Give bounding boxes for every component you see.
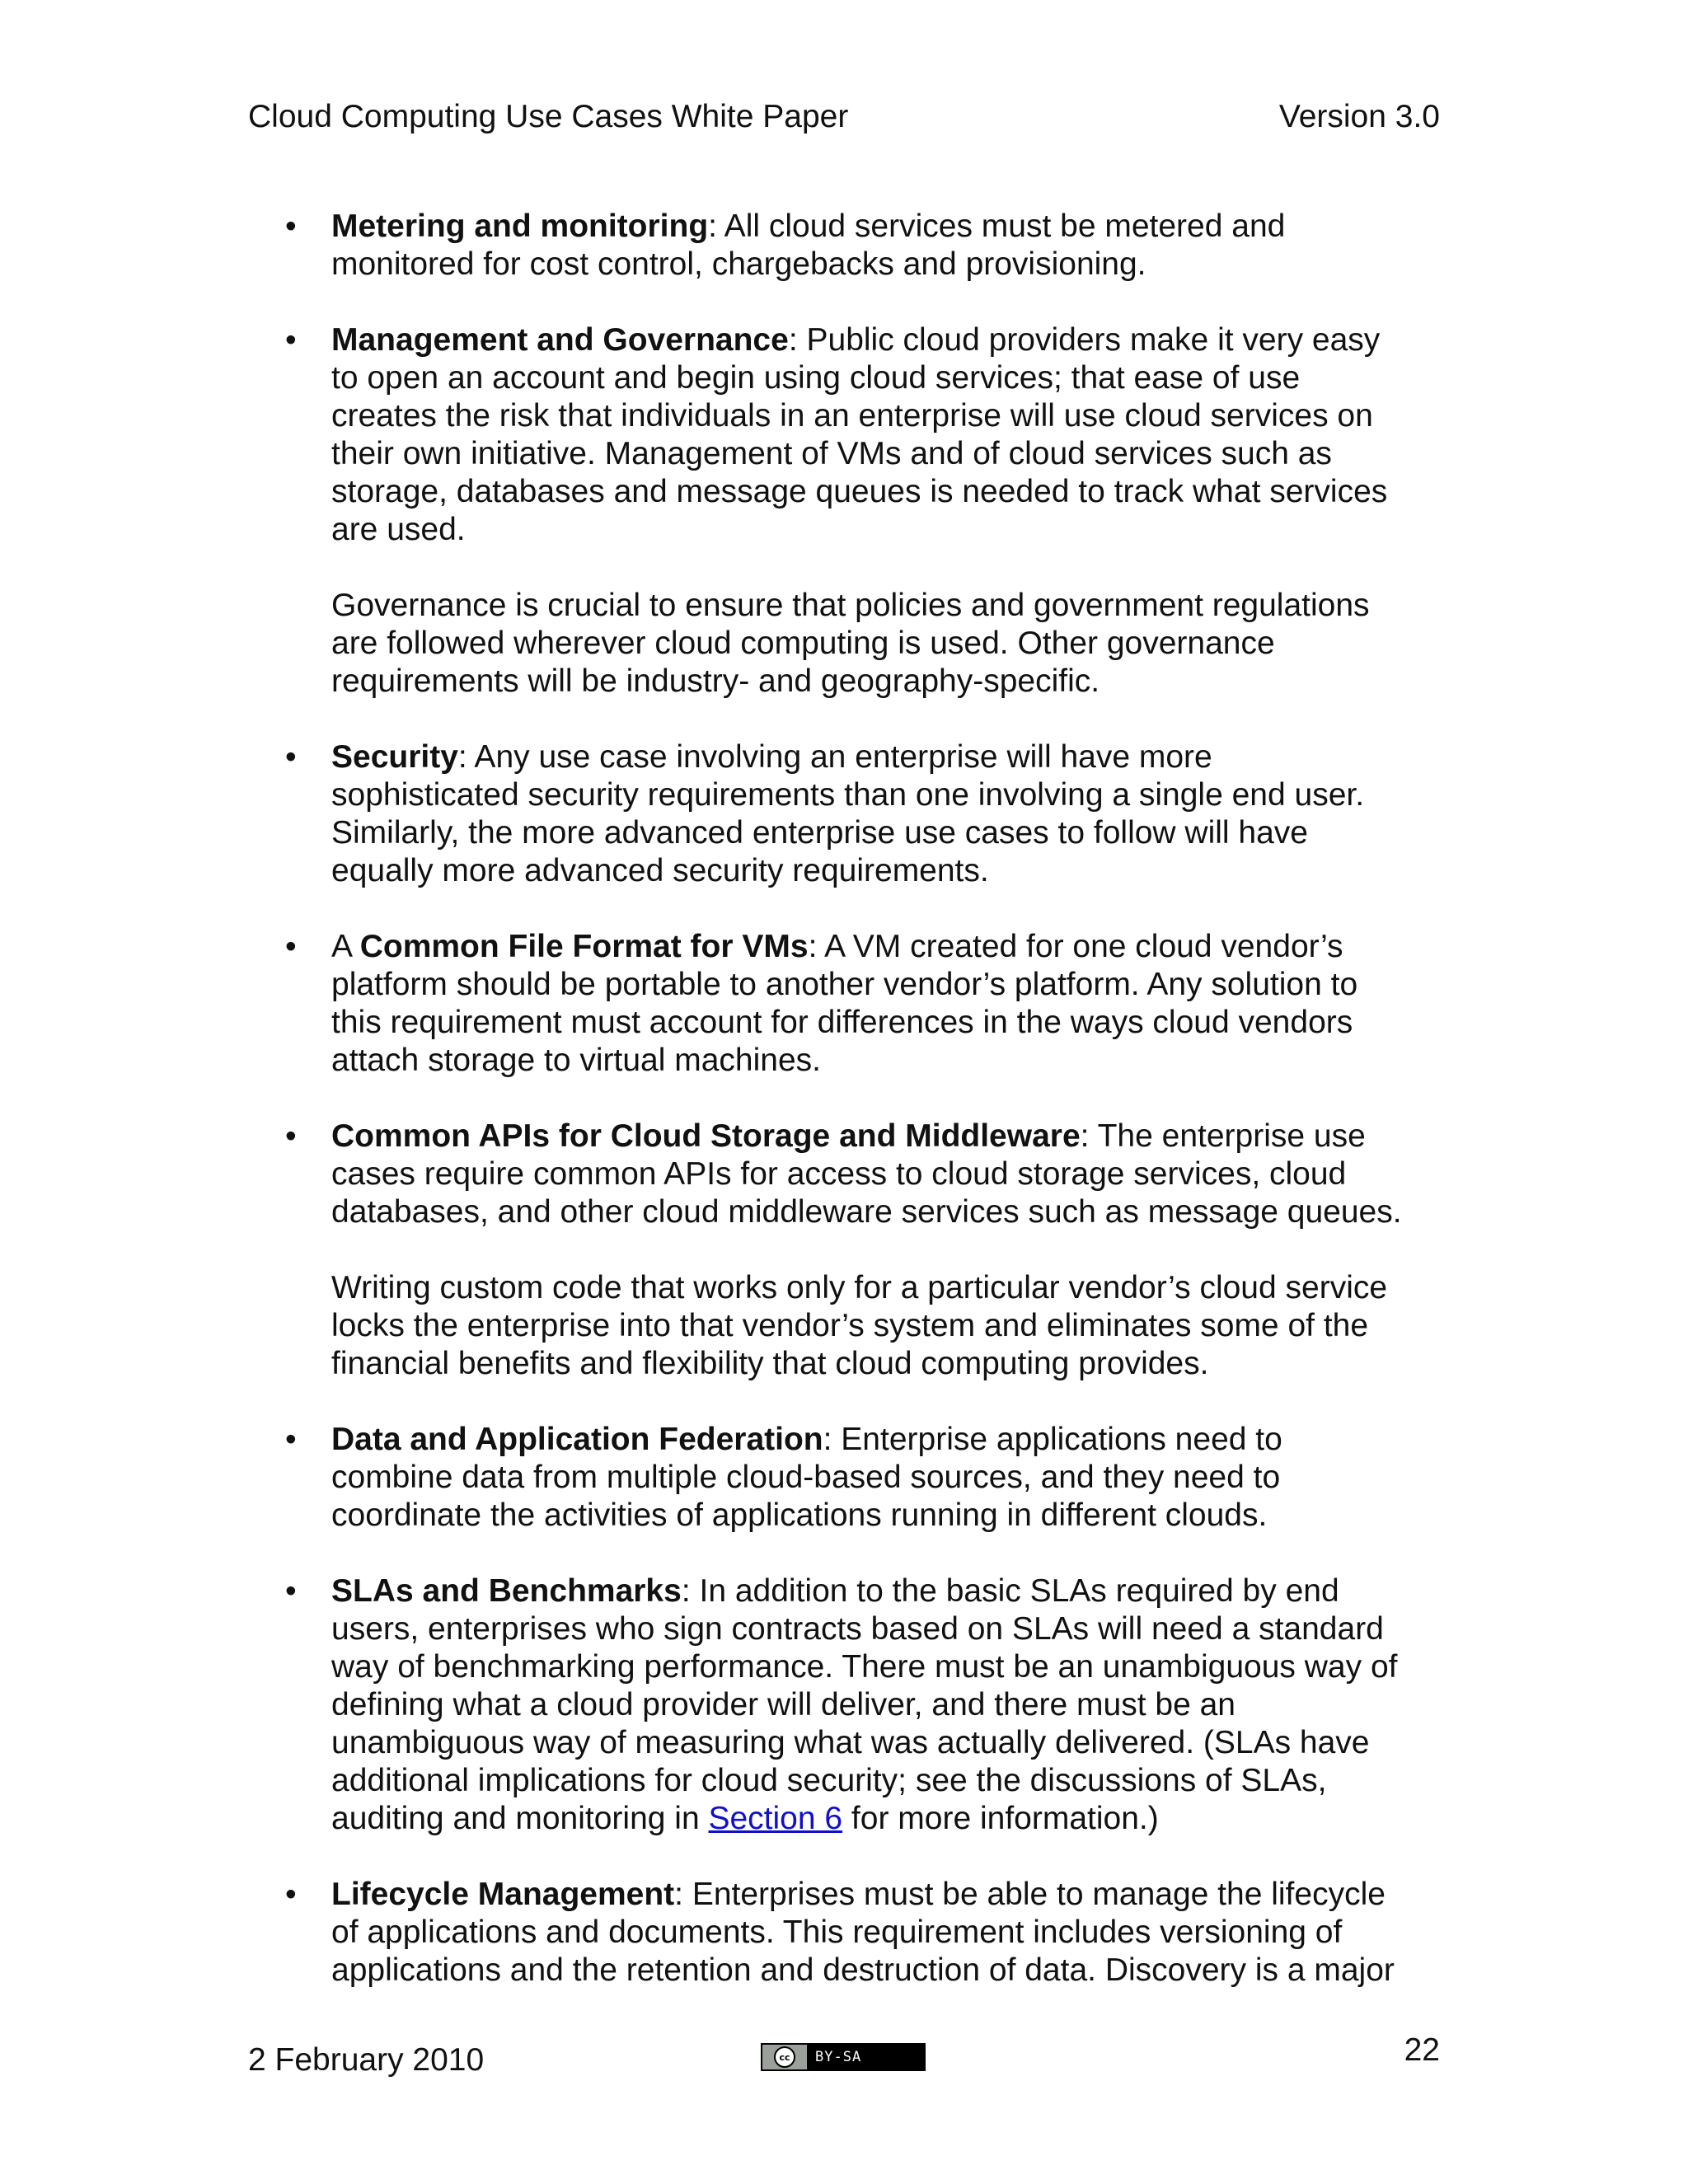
list-item — [248, 208, 1451, 284]
requirements-list-container — [248, 208, 1451, 2027]
bullet-marker: • — [285, 209, 297, 244]
cc-icon: cc — [774, 2046, 795, 2068]
list-item — [248, 1572, 1451, 1838]
item-heading: Data and Application Federation — [331, 1422, 823, 1457]
bullet-marker: • — [285, 1573, 297, 1609]
list-item — [248, 321, 1451, 701]
item-text: : A VM created for one cloud vendor’s platform should be portable to another vendor’s platform. Any solution to this requirement must account for differences in the ways cloud vendors attach storage to virtual machines. — [331, 929, 1358, 1078]
header-title: Cloud Computing Use Cases White Paper — [248, 99, 849, 134]
footer-date: 2 February 2010 — [248, 2042, 485, 2078]
item-text: A — [331, 929, 360, 964]
item-text: : The enterprise use cases require common APIs for access to cloud storage services, cloud databases, and other cloud middleware services such as message queues. — [331, 1118, 1402, 1230]
item-heading: Common File Format for VMs — [359, 929, 809, 964]
item-heading: Common APIs for Cloud Storage and Middleware — [331, 1118, 1081, 1154]
bullet-marker: • — [285, 322, 297, 358]
list-item-paragraph — [331, 208, 1451, 284]
list-item-paragraph — [331, 1269, 1451, 1383]
bullet-marker: • — [285, 1118, 297, 1154]
cc-icon-frame — [762, 2045, 807, 2069]
list-item-paragraph — [331, 587, 1451, 701]
requirements-bullet-list — [248, 208, 1451, 1990]
list-item — [248, 1876, 1451, 1990]
bullet-marker: • — [285, 1422, 297, 1457]
item-text: for more information.) — [842, 1801, 1159, 1836]
item-heading: Lifecycle Management — [331, 1877, 675, 1912]
bullet-marker: • — [285, 1877, 297, 1912]
item-text: : Enterprises must be able to manage the lifecycle of applications and documents. This requirement includes versioning of applications and the retention and destruction of data. Discovery is a major — [331, 1877, 1395, 1988]
list-item — [248, 738, 1451, 890]
list-item — [248, 1118, 1451, 1383]
item-text: : Enterprise applications need to combine data from multiple cloud-based sources, and they need to coordinate the activities of applications running in different clouds. — [331, 1422, 1282, 1533]
item-heading: Management and Governance — [331, 322, 789, 358]
bullet-marker: • — [285, 929, 297, 964]
item-text: Governance is crucial to ensure that policies and government regulations are followed wherever cloud computing is used. Other governance requirements will be industry- and geography-specific. — [331, 588, 1370, 699]
list-item-paragraph — [331, 1572, 1451, 1838]
list-item — [248, 1421, 1451, 1535]
item-text: Writing custom code that works only for a particular vendor’s cloud service locks the enterprise into that vendor’s system and eliminates some of the financial benefits and flexibility that cloud computing provides. — [331, 1270, 1388, 1381]
item-text: : Any use case involving an enterprise will have more sophisticated security requirements than one involving a single end user. Similarly, the more advanced enterprise use cases to follow will have equally more advanced security requirements. — [331, 739, 1365, 888]
item-text: : All cloud services must be metered and monitored for cost control, chargebacks and provisioning. — [331, 209, 1286, 282]
list-item-paragraph — [331, 928, 1451, 1080]
list-item-paragraph — [331, 1118, 1451, 1231]
bullet-marker: • — [285, 739, 297, 775]
header-version: Version 3.0 — [1278, 99, 1440, 134]
list-item-paragraph — [331, 321, 1451, 549]
item-heading: Security — [331, 739, 458, 775]
page-number: 22 — [1404, 2032, 1440, 2068]
list-item-paragraph — [331, 738, 1451, 890]
list-item-paragraph — [331, 1421, 1451, 1535]
section-link[interactable]: Section 6 — [708, 1801, 843, 1836]
list-item — [248, 928, 1451, 1080]
cc-by-sa-license-badge[interactable] — [761, 2043, 926, 2071]
item-text: : Public cloud providers make it very easy to open an account and begin using cloud services; that ease of use creates the risk that individuals in an enterprise will use cloud services on their own initiative. Management of VMs and of cloud services such as storage, databases and message queues is needed to track what services are used. — [331, 322, 1388, 547]
item-text: : In addition to the basic SLAs required by end users, enterprises who sign contracts based on SLAs will need a standard way of benchmarking performance. There must be an unambiguous way of defining what a cloud provider will deliver, and there must be an unambiguous way of measuring what was actually delivered. (SLAs have additional implications for cloud security; see the discussions of SLAs, auditing and monitoring in — [331, 1573, 1398, 1836]
item-heading: SLAs and Benchmarks — [331, 1573, 682, 1609]
list-item-paragraph — [331, 1876, 1451, 1990]
license-label: BY-SA — [815, 2049, 862, 2065]
item-heading: Metering and monitoring — [331, 209, 709, 244]
